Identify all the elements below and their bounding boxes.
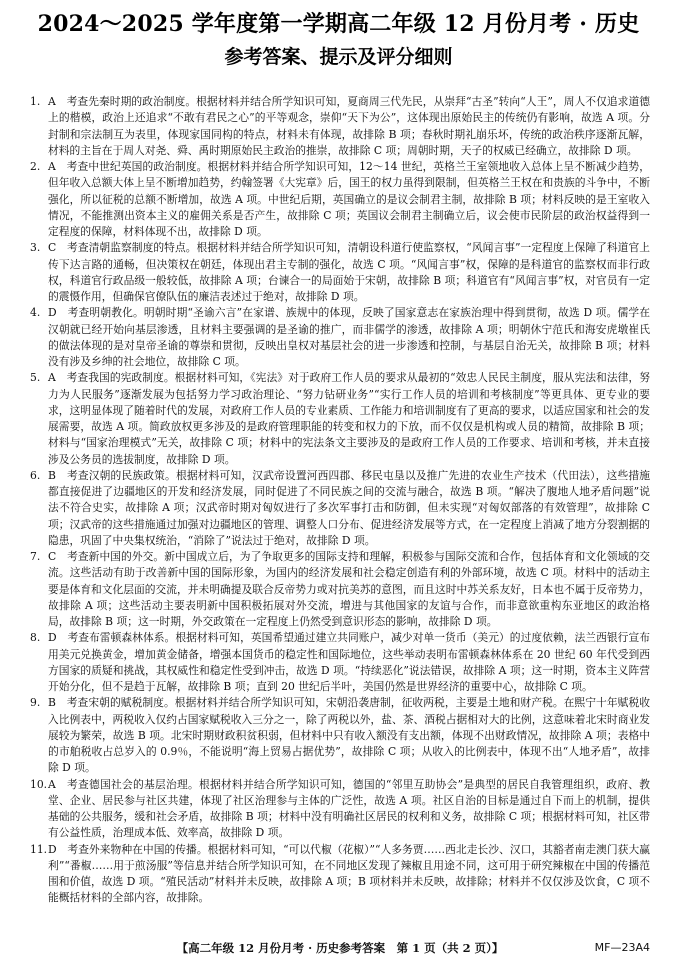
answer-text: A 考查我国的宪政制度。根据材料可知，《宪法》对于政府工作人员的要求从最初的“效忠人民民主制度，服从宪法和法律，努力为人民服务”逐渐发展为包括努力学习政治理论、“努力钻研业务”“实行工作人员的培训和考核制度”等更具体、更专业的要求，这明显体现了随着时代的发展，对政府工作人员的专业素质、工作能力和培训制度有了更高的要求，以适应国家和社会的发展需要，故选 A 项。简政放权更多涉及的是政府管理职能的转变和权力的下放，而不仅仅是机构或人员的精简，故排除 B 项；材料与“国家治理模式”无关，故排除 C 项；材料中的宪法条文主要涉及的是政府工作人员的工作要求、培训和考核，并未直接涉及公务员的选拔制度，故排除 D 项。 <box>48 371 651 466</box>
answer-list <box>30 94 650 907</box>
answer-item <box>30 842 650 907</box>
answer-item <box>30 630 650 695</box>
answer-item <box>30 695 650 776</box>
answer-item <box>30 549 650 630</box>
page-subtitle: 参考答案、提示及评分细则 <box>224 46 453 68</box>
answer-text: C 考查清朝监察制度的特点。根据材料并结合所学知识可知，清朝设科道行使监察权，“风闻言事”一定程度上保障了科道官上传下达言路的通畅，但决策权在朝廷，体现出君主专制的强化，故选 C 项。“风闻言事”权，保障的是科道官的监察权而非行政权，科道官行政品级一般较低，故排除 A 项；台谏合一的局面始于宋朝，故排除 B 项；科道官有“风闻言事”权，对官员有一定的震慑作用，但确保官僚队伍的廉洁表述过于绝对，故排除 D 项。 <box>48 241 650 303</box>
answer-number: 5. <box>30 371 41 385</box>
answer-item <box>30 468 650 549</box>
answer-text: C 考查新中国的外交。新中国成立后，为了争取更多的国际支持和理解，积极参与国际交流和合作，包括体育和文化领域的交流。这些活动有助于改善新中国的国际形象，为国内的经济发展和社会稳定创造有利的外部环境，故选 C 项。材料中的活动主要是体育和文化层面的交流，并未明确提及联合反帝势力或对抗美苏的意图，而且这时中苏关系友好，日本也不属于反帝势力，故排除 A 项；这些活动主要表明新中国积极拓展对外交流，增进与其他国家的友谊与合作，而非意欲重构东亚地区的政治格局，故排除 B 项；这一时期，外交政策在一定程度上仍然受到意识形态的影响，故排除 D 项。 <box>48 550 651 628</box>
answer-text: A 考查先秦时期的政治制度。根据材料并结合所学知识可知，夏商周三代先民，从崇拜“古圣”转向“人王”，周人不仅追求道德上的楷模，政治上还追求“不敢有君民之心”的平等观念，崇仰“天下为公”，这体现出原始民主的传统仍有影响，故选 A 项。分封制和宗法制互为表里，体现家国同构的特点，材料未有体现，故排除 B 项；春秋时期礼崩乐坏，传统的政治秩序逐渐瓦解，材料的主旨在于周人对尧、舜、禹时期原始民主政治的推崇，故排除 C 项；周朝时期，天子的权威已经确立，故排除 D 项。 <box>48 95 650 157</box>
answer-number: 9. <box>30 696 41 710</box>
answer-text: B 考查宋朝的赋税制度。根据材料并结合所学知识可知，宋朝沿袭唐制，征收两税，主要是土地和财产税。在熙宁十年赋税收入比例表中，两税收入仅约占国家赋税收入三分之一，除了两税以外，盐、茶、酒税占据相对大的比例，这意味着北宋时商业发展较为繁荣，故选 B 项。北宋时期财政积贫积弱，但材料中只有收入额没有支出额，体现不出财政情况，故排除 A 项；表格中的市舶税收占总岁入的 0.9％，不能说明“海上贸易占据优势”，故排除 C 项；从收入的比例表中，体现不出“人地矛盾”，故排除 D 项。 <box>48 696 651 775</box>
answer-item <box>30 159 650 240</box>
answer-number: 1. <box>30 95 41 108</box>
answer-item <box>30 370 650 468</box>
answer-number: 2. <box>30 160 41 173</box>
answer-number: 10. <box>30 777 48 791</box>
page-title: 2024～2025 学年度第一学期高二年级 12 月份月考 · 历史 <box>37 11 640 37</box>
answer-number: 3. <box>30 241 41 255</box>
answer-text: D 考查明朝教化。明朝时期“圣谕六言”在家谱、族规中的体现，反映了国家意志在家族治理中得到贯彻，故选 D 项。儒学在汉朝就已经开始向基层渗透，且材料主要强调的是圣谕的推广，而非儒学的渗透，故排除 A 项；明朝休宁范氏和海安虎墩崔氏的做法体现的是对皇帝圣谕的尊崇和贯彻，反映出皇权对基层社会的进一步渗透和控制，与基层自治无关，故排除 B 项；材料没有涉及乡绅的社会地位，故排除 C 项。 <box>48 306 650 368</box>
answer-number: 4. <box>30 306 41 320</box>
footer-paper-code: MF—23A4 <box>594 941 650 954</box>
answer-item <box>30 240 650 305</box>
answer-text: D 考查布雷顿森林体系。根据材料可知，英国希望通过建立共同账户，减少对单一货币（美元）的过度依赖，法兰西银行宣布用美元兑换黄金，增加黄金储备，增强本国货币的稳定性和国际地位，这些举动表明布雷顿森林体系在 20 世纪 60 年代受到西方国家的质疑和挑战，其权威性和稳定性受到冲击，故选 D 项。“持续恶化”说法错误，故排除 A 项；这一时期，资本主义阵营开始分化，但不是趋于瓦解，故排除 B 项；直到 20 世纪后半叶，美国仍然是世界经济的重要中心，故排除 C 项。 <box>48 631 650 693</box>
answer-number: 8. <box>30 631 41 645</box>
answer-text: D 考查外来物种在中国的传播。根据材料可知，“可以代椒（花椒）”“人多务贾……西北走长沙、汉口，其豁者南走澳门获大赢利”“番椒……用于煎汤服”等信息并结合所学知识可知，在不同地区发现了辣椒且用途不同，这可用于研究辣椒在中国的传播范围和价值，故选 D 项。“殖民活动”材料并未反映，故排除 A 项；B 项材料并未反映，故排除；材料并不仅仅涉及饮食，C 项不能概括材料的全部内容，故排除。 <box>48 842 650 905</box>
answer-item <box>30 305 650 370</box>
answer-text: A 考查中世纪英国的政治制度。根据材料并结合所学知识可知，12～14 世纪，英格兰王室领地收入总体上呈不断减少趋势，但年收入总额大体上呈不断增加趋势，约翰签署《大宪章》后，国王的权力虽得到限制，但英格兰王权在和贵族的斗争中，不断强化，所以征税的总额不断增加，故选 A 项。中世纪后期，英国确立的是议会制君主制，故排除 B 项；材料反映的是王室收入情况，不能推测出资本主义的雇佣关系是否产生，故排除 C 项；英国议会制君主制确立后，议会使市民阶层的政治权益得到一定程度的保障，材料体现不出，故排除 D 项。 <box>48 160 651 238</box>
footer-page-info: 【高二年级 12 月份月考 · 历史参考答案 第 1 页（共 2 页）】 <box>176 941 504 955</box>
page-footer <box>30 940 650 956</box>
answer-item <box>30 777 650 842</box>
answer-text: A 考查德国社会的基层治理。根据材料并结合所学知识可知，德国的“邻里互助协会”是典型的居民自我管理组织，政府、教堂、企业、居民参与社区共建，体现了社区治理参与主体的广泛性，故选 A 项。社区自治的目标是通过自下而上的机制，提供基础的公共服务，缓和社会矛盾，故排除 B 项；材料中没有明确社区居民的权利和义务，故排除 C 项；根据材料可知，社区带有公益性质，治理成本低、效率高，故排除 D 项。 <box>48 777 650 840</box>
answer-number: 7. <box>30 550 41 563</box>
answer-item <box>30 94 650 159</box>
answer-number: 11. <box>30 842 48 856</box>
answer-number: 6. <box>30 468 41 482</box>
answer-text: B 考查汉朝的民族政策。根据材料可知，汉武帝设置河西四郡、移民屯垦以及推广先进的农业生产技术（代田法），这些措施都直接促进了边疆地区的开发和经济发展，同时促进了不同民族之间的交流与融合，故选 B 项。“解决了腹地人地矛盾问题”说法不符合史实，故排除 A 项；汉武帝时期对匈奴进行了多次军事打击和防御，但未实现“对匈奴部落的有效管理”，故排除 C 项；汉武帝的这些措施通过加强对边疆地区的管理、调整人口分布、促进经济发展等方式，在一定程度上消减了地方分裂割据的隐患，巩固了中央集权统治，“消除了”说法过于绝对，故排除 D 项。 <box>48 468 651 547</box>
